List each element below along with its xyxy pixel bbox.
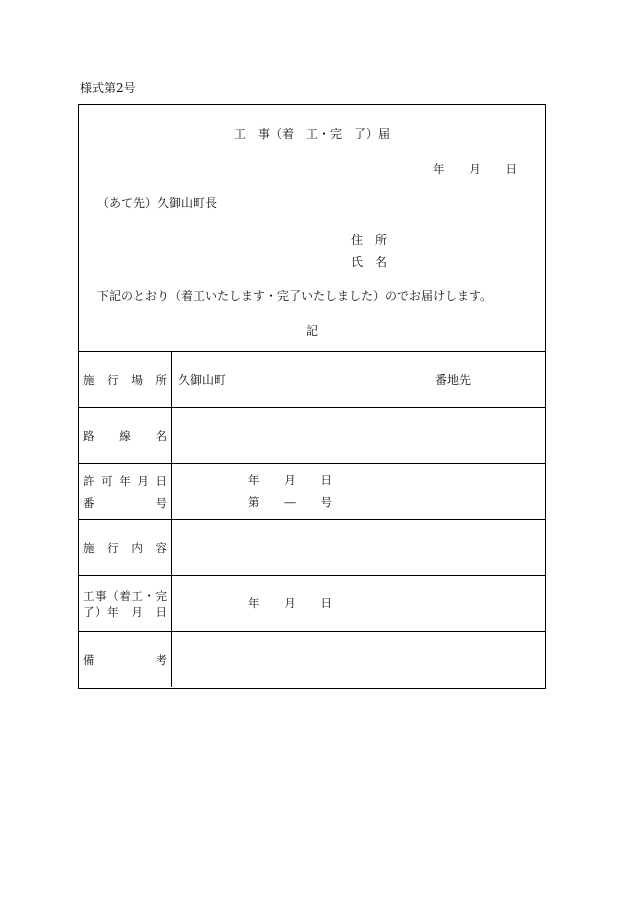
name-label: 氏 名	[351, 255, 388, 269]
remarks-value-cell	[172, 632, 545, 687]
work-date-label-line1: 工事（着工・完	[83, 588, 167, 603]
row-location	[79, 351, 545, 407]
work-date-label-cell	[79, 576, 172, 631]
address-label: 住 所	[351, 233, 388, 247]
permit-number: 第 ― 号	[248, 495, 332, 509]
content-label-cell	[79, 520, 172, 575]
route-label-cell	[79, 408, 172, 463]
permit-label-line2: 番 号	[83, 495, 167, 510]
route-value-cell	[172, 408, 545, 463]
row-permit	[79, 463, 545, 519]
addressee: （あて先）久御山町長	[97, 196, 218, 210]
form-number: 様式第2号	[80, 81, 136, 95]
permit-date: 年 月 日	[248, 473, 332, 487]
form-title: 工 事（着 工・完 了）届	[233, 127, 390, 141]
work-date: 年 月 日	[248, 596, 332, 610]
statement: 下記のとおり（着工いたします・完了いたしました）のでお届けします。	[97, 289, 493, 303]
row-work-date	[79, 575, 545, 631]
location-town: 久御山町	[178, 373, 227, 387]
form-box	[78, 104, 546, 689]
location-suffix: 番地先	[435, 373, 472, 387]
permit-value-cell	[172, 464, 545, 519]
location-label: 施 行 場 所	[83, 372, 167, 387]
submission-date: 年 月 日	[433, 162, 517, 176]
row-remarks	[79, 631, 545, 687]
content-label: 施 行 内 容	[83, 540, 167, 555]
form-header	[79, 105, 545, 351]
work-date-value-cell	[172, 576, 545, 631]
ki-heading: 記	[305, 324, 318, 338]
location-label-cell	[79, 352, 172, 407]
row-content	[79, 519, 545, 575]
row-route	[79, 407, 545, 463]
content-value-cell	[172, 520, 545, 575]
work-date-label-line2: 了）年 月 日	[83, 604, 167, 619]
location-value-cell	[172, 352, 545, 407]
permit-label-line1: 許 可 年 月 日	[83, 473, 167, 488]
remarks-label: 備 考	[83, 652, 167, 667]
route-label: 路 線 名	[83, 428, 167, 443]
remarks-label-cell	[79, 632, 172, 687]
permit-label-cell	[79, 464, 172, 519]
